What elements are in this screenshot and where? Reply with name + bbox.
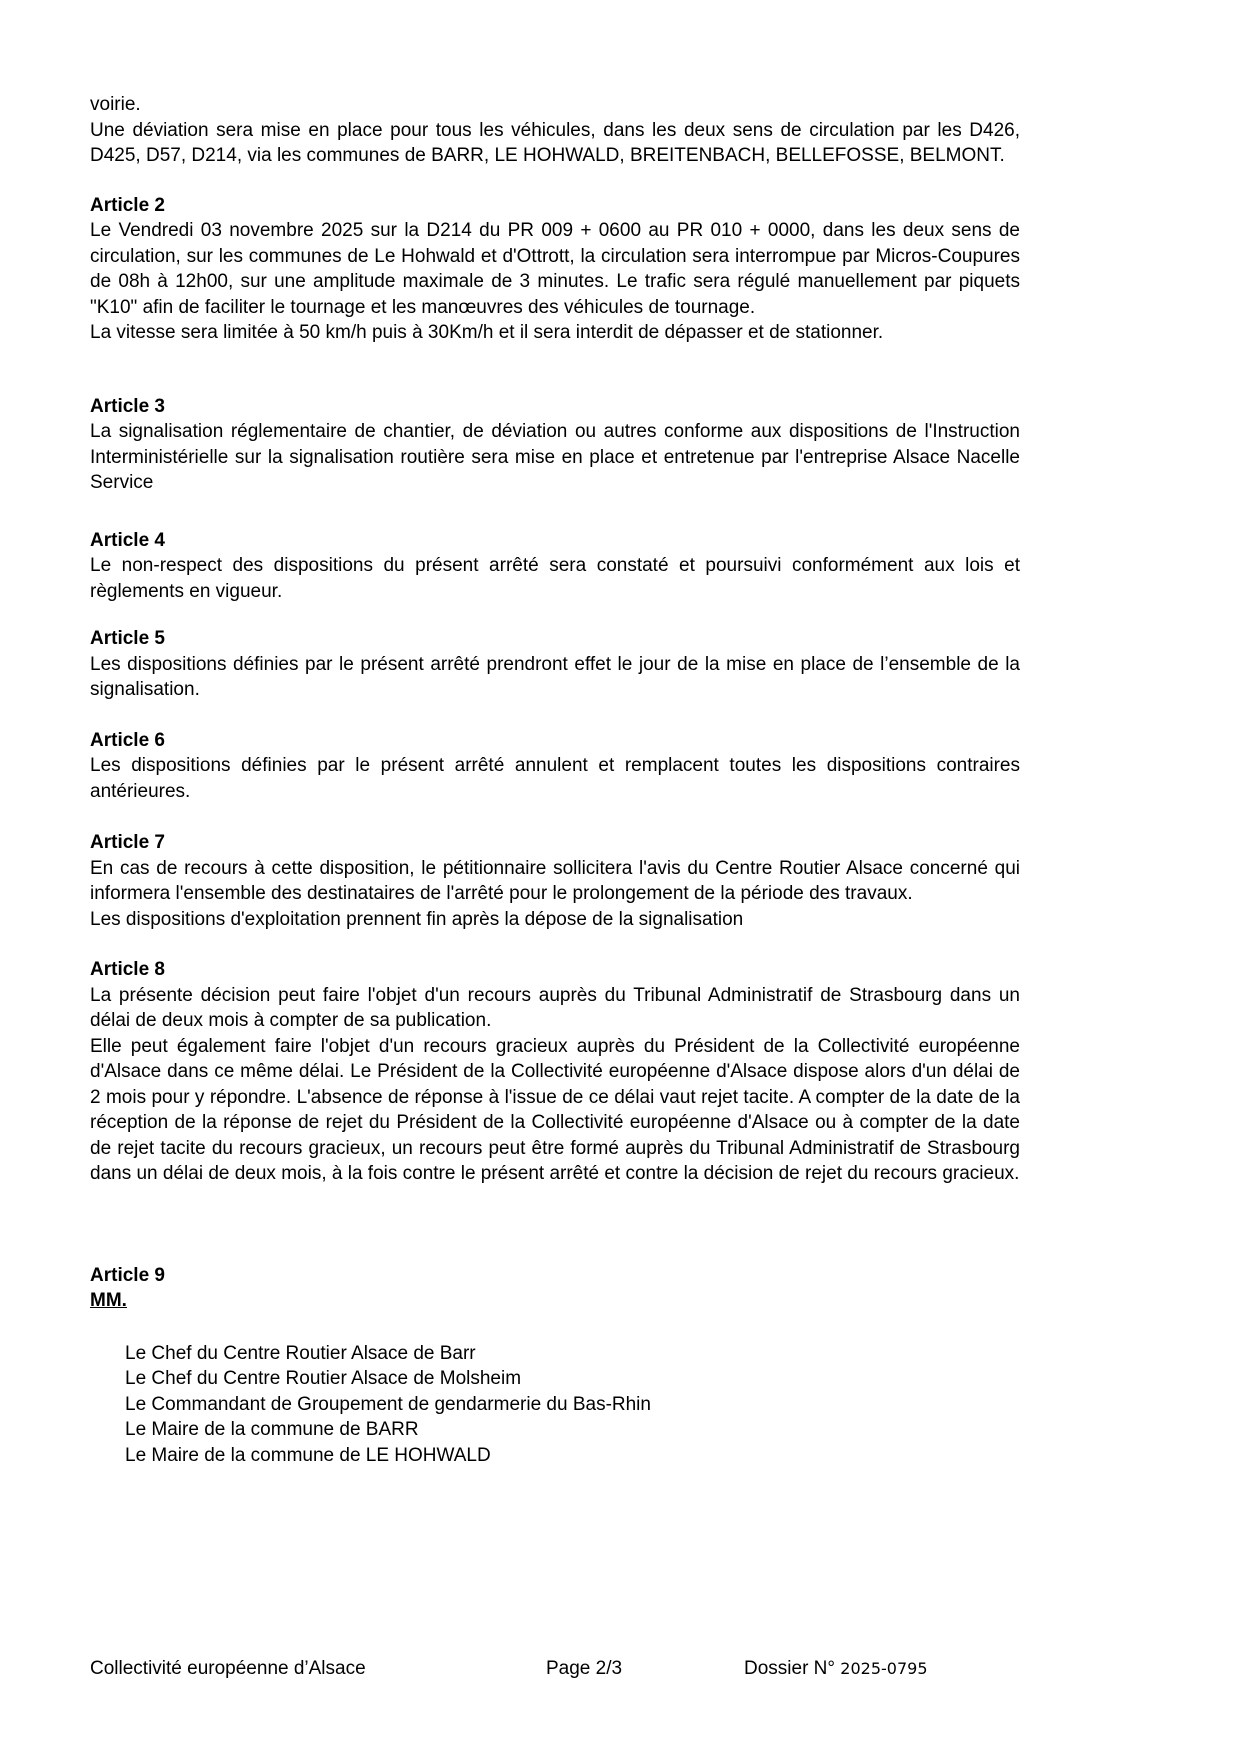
article-5-title: Article 5 [90, 628, 165, 649]
recipients-list [90, 1341, 1020, 1469]
recipient-item: Le Chef du Centre Routier Alsace de Molsheim [125, 1368, 522, 1389]
article-5-paragraph-1: Les dispositions définies par le présent arrêté prendront effet le jour de la mise en place de l’ensemble de la signalisation. [90, 653, 1020, 700]
article-2-paragraph-1: Le Vendredi 03 novembre 2025 sur la D214 du PR 009 + 0600 au PR 010 + 0000, dans les deux sens de circulation, sur les communes de Le Hohwald et d'Ottrott, la circulation sera interrompue par Micros-Coupures de 08h à 12h00, sur une amplitude maximale de 3 minutes. Le trafic sera régulé manuellement par piquets "K10" afin de faciliter le tournage et les manœuvres des véhicules de tournage. [90, 220, 1020, 318]
recipient-item: Le Maire de la commune de LE HOHWALD [125, 1444, 491, 1466]
article-9-title: Article 9 [90, 1264, 165, 1286]
article-2-paragraph-2: La vitesse sera limitée à 50 km/h puis à 30Km/h et il sera interdit de dépasser et de stationner. [90, 322, 884, 343]
article-8-paragraph-2: Elle peut également faire l'objet d'un recours gracieux auprès du Président de la Collectivité européenne d'Alsace dans ce même délai. Le Président de la Collectivité européenne d'Alsace dispose alors d'un délai de 2 mois pour y répondre. L'absence de réponse à l'issue de ce délai vaut rejet tacite. A compter de la date de la réception de la réponse de rejet du Président de la Collectivité européenne d'Alsace ou à compter de la date de rejet tacite du recours gracieux, un recours peut être formé auprès du Tribunal Administratif de Strasbourg dans un délai de deux mois, à la fois contre le présent arrêté et contre la décision de rejet du recours gracieux. [90, 1035, 1020, 1184]
article-4-title: Article 4 [90, 529, 165, 551]
article-4-section [90, 528, 1020, 605]
recipient-item: Le Maire de la commune de BARR [125, 1419, 419, 1440]
article-3-title: Article 3 [90, 395, 165, 417]
article-9-section [90, 1263, 1020, 1289]
recipient-item: Le Chef du Centre Routier Alsace de Barr [125, 1342, 476, 1364]
footer-organization: Collectivité européenne d’Alsace [90, 1658, 366, 1679]
article-3-section [90, 394, 1020, 496]
article-4-paragraph-1: Le non-respect des dispositions du présent arrêté sera constaté et poursuivi conformément aux lois et règlements en vigueur. [90, 555, 1020, 602]
article-6-section [90, 728, 1020, 805]
footer-dossier-label: Dossier N° [744, 1658, 836, 1679]
recipients-heading: MM. [90, 1290, 127, 1311]
article-7-section [90, 830, 1020, 932]
footer-page-number: Page 2/3 [546, 1658, 623, 1679]
document-content [90, 92, 1020, 1468]
article-6-paragraph-1: Les dispositions définies par le présent arrêté annulent et remplacent toutes les dispositions contraires antérieures. [90, 755, 1020, 802]
article-7-title: Article 7 [90, 832, 165, 853]
footer-dossier-number: 2025-0795 [840, 1659, 928, 1678]
article-2-section [90, 193, 1020, 346]
article-6-title: Article 6 [90, 729, 165, 751]
deviation-paragraph: Une déviation sera mise en place pour tous les véhicules, dans les deux sens de circulation par les D426, D425, D57, D214, via les communes de BARR, LE HOHWALD, BREITENBACH, BELLEFOSSE, BELMONT. [90, 119, 1020, 166]
article-2-title: Article 2 [90, 194, 165, 216]
article-8-paragraph-1: La présente décision peut faire l'objet d'un recours auprès du Tribunal Administratif de Strasbourg dans un délai de deux mois à compter de sa publication. [90, 984, 1020, 1031]
article-8-title: Article 8 [90, 959, 165, 980]
footer-dossier [744, 1656, 928, 1682]
page-footer [90, 1656, 1020, 1682]
article-7-paragraph-2: Les dispositions d'exploitation prennent fin après la dépose de la signalisation [90, 908, 744, 930]
intro-continuation-line: voirie. [90, 94, 141, 115]
recipient-item: Le Commandant de Groupement de gendarmerie du Bas-Rhin [125, 1393, 651, 1415]
article-5-section [90, 626, 1020, 703]
article-7-paragraph-1: En cas de recours à cette disposition, le pétitionnaire sollicitera l'avis du Centre Routier Alsace concerné qui informera l'ensemble des destinataires de l'arrêté pour le prolongement de la période des travaux. [90, 857, 1020, 904]
article-3-paragraph-1: La signalisation réglementaire de chantier, de déviation ou autres conforme aux dispositions de l'Instruction Interministérielle sur la signalisation routière sera mise en place et entretenue par l'entreprise Alsace Nacelle Service [90, 421, 1020, 493]
article-8-section [90, 957, 1020, 1187]
